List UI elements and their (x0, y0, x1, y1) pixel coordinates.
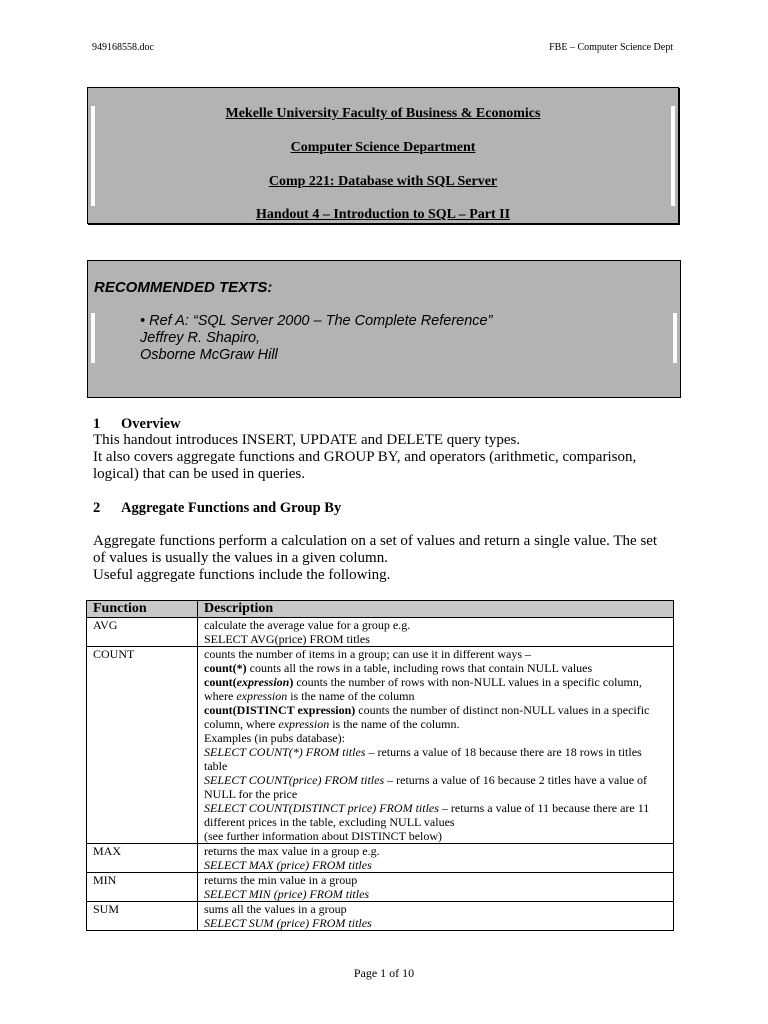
aggregate-description: Aggregate functions perform a calculation on a set of values and return a single value. The set of values is usually the values in a given column. (93, 533, 658, 566)
reference-author: Jeffrey R. Shapiro, (140, 330, 261, 346)
function-description (198, 844, 674, 873)
table-row-min (87, 873, 674, 902)
rec-box-edge-left (91, 313, 95, 363)
count-distinct-keyword: count(DISTINCT expression) (204, 703, 356, 717)
page-number: Page 1 of 10 (353, 966, 415, 980)
description-line: returns the min value in a group (204, 873, 358, 887)
section-2-heading (93, 500, 341, 517)
example-query: SELECT AVG(price) FROM titles (204, 632, 370, 646)
university-title: Mekelle University Faculty of Business & Economics (225, 106, 541, 121)
recommended-reference (140, 313, 492, 364)
function-name: AVG (87, 618, 198, 647)
aggregate-intro: Useful aggregate functions include the following. (93, 567, 391, 583)
table-header-row (87, 601, 674, 618)
overview-line-2: It also covers aggregate functions and GROUP BY, and operators (arithmetic, comparison, logical) that can be used in queries. (93, 449, 637, 482)
count-distinct-text-2: is the name of the column. (329, 717, 460, 731)
function-name: COUNT (87, 647, 198, 844)
example-query: SELECT MIN (price) FROM titles (204, 887, 370, 901)
column-header-function: Function (87, 601, 198, 618)
course-title: Comp 221: Database with SQL Server (268, 174, 498, 189)
recommended-texts-box (87, 260, 681, 398)
count-expr-keyword-arg: expression (236, 675, 290, 689)
count-expr-term: expression (236, 689, 288, 703)
count-distinct-line (204, 703, 667, 731)
example-2-text: – returns a value of 16 because 2 titles have a value of NULL for the price (204, 773, 648, 801)
reference-title: • Ref A: “SQL Server 2000 – The Complete Reference” (140, 313, 493, 329)
count-star-text: counts all the rows in a table, including rows that contain NULL values (246, 661, 593, 675)
count-distinct-text-1: counts the number of distinct non-NULL values in a specific column, where (204, 703, 650, 731)
section-1-body (93, 432, 673, 483)
table-row-avg (87, 618, 674, 647)
count-star-keyword: count(*) (204, 661, 247, 675)
function-name: MIN (87, 873, 198, 902)
description-line: returns the max value in a group e.g. (204, 844, 380, 858)
department-title: Computer Science Department (290, 140, 476, 155)
section-1-heading (93, 416, 181, 433)
section-1-title: Overview (121, 416, 181, 432)
function-name: MAX (87, 844, 198, 873)
count-expr-text-1: counts the number of rows with non-NULL values in a specific column, where (204, 675, 642, 703)
example-2-query: SELECT COUNT(price) FROM titles (204, 773, 385, 787)
aggregate-functions-table (86, 600, 674, 931)
section-2-number: 2 (93, 500, 101, 516)
overview-line-1: This handout introduces INSERT, UPDATE and DELETE query types. (93, 432, 521, 448)
table-row-sum (87, 902, 674, 931)
header-department: FBE – Computer Science Dept (549, 42, 673, 53)
description-line: calculate the average value for a group e.g. (204, 618, 411, 632)
example-query: SELECT MAX (price) FROM titles (204, 858, 372, 872)
section-1-number: 1 (93, 416, 101, 432)
handout-title: Handout 4 – Introduction to SQL – Part II (255, 207, 511, 222)
description-line: sums all the values in a group (204, 902, 347, 916)
title-box (87, 87, 679, 224)
example-query: SELECT SUM (price) FROM titles (204, 916, 372, 930)
example-1 (204, 745, 667, 773)
section-2-body (93, 533, 673, 584)
count-expr-keyword-open: count( (204, 675, 237, 689)
example-1-text: – returns a value of 18 because there are 18 rows in titles table (204, 745, 642, 773)
table-row-count (87, 647, 674, 844)
example-3 (204, 801, 667, 829)
function-description (198, 873, 674, 902)
reference-publisher: Osborne McGraw Hill (140, 347, 278, 363)
count-expr-keyword-close: ) (289, 675, 294, 689)
example-1-query: SELECT COUNT(*) FROM titles (204, 745, 366, 759)
description-line: counts the number of items in a group; can use it in different ways – (204, 647, 532, 661)
section-2-title: Aggregate Functions and Group By (121, 500, 342, 516)
distinct-note: (see further information about DISTINCT below) (204, 829, 443, 843)
count-distinct-term: expression (278, 717, 330, 731)
count-star-line (204, 661, 667, 675)
example-2 (204, 773, 667, 801)
examples-heading: Examples (in pubs database): (204, 731, 345, 745)
example-3-text: – returns a value of 11 because there are 11 different prices in the table, excluding NULL values (204, 801, 650, 829)
example-3-query: SELECT COUNT(DISTINCT price) FROM titles (204, 801, 439, 815)
function-description (198, 902, 674, 931)
function-description (198, 647, 674, 844)
count-expr-text-2: is the name of the column (287, 689, 415, 703)
function-description (198, 618, 674, 647)
count-expression-line (204, 675, 667, 703)
function-name: SUM (87, 902, 198, 931)
column-header-description: Description (198, 601, 674, 618)
recommended-heading: RECOMMENDED TEXTS: (94, 279, 273, 296)
header-filename: 949168558.doc (92, 42, 154, 53)
rec-box-edge-right (673, 313, 677, 363)
table-row-max (87, 844, 674, 873)
